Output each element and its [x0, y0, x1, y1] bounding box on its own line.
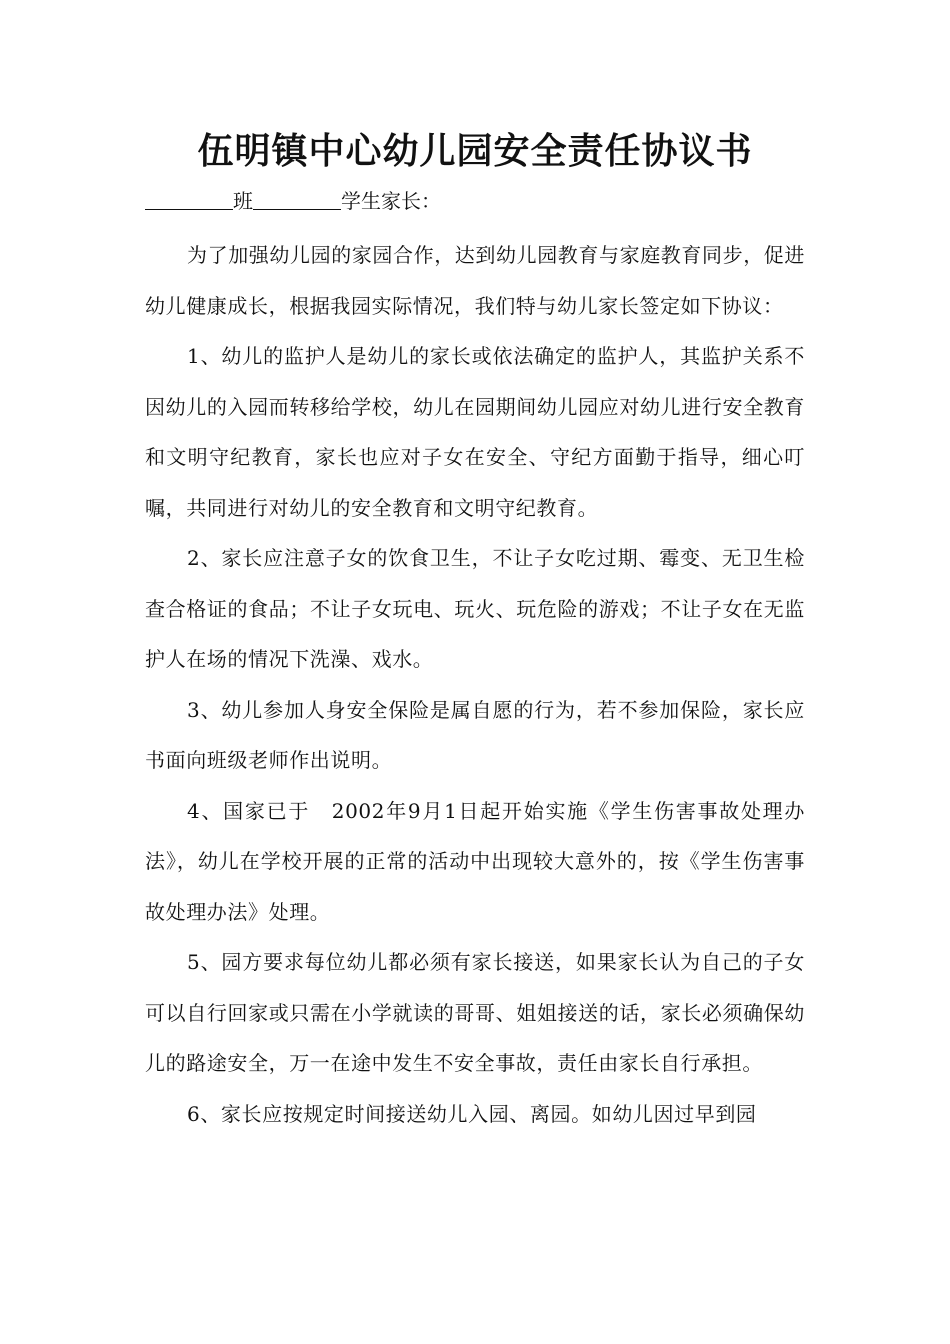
class-suffix: 班: [233, 189, 253, 213]
clause-3: 3、幼儿参加人身安全保险是属自愿的行为，若不参加保险，家长应书面向班级老师作出说明。: [145, 697, 805, 772]
intro-paragraph: 为了加强幼儿园的家园合作，达到幼儿园教育与家庭教育同步，促进幼儿健康成长，根据我园实际情况，我们特与幼儿家长签定如下协议：: [145, 243, 805, 318]
clause-1: 1、幼儿的监护人是幼儿的家长或依法确定的监护人，其监护关系不因幼儿的入园而转移给学校，幼儿在园期间幼儿园应对幼儿进行安全教育和文明守纪教育，家长也应对子女在安全、守纪方面勤于指导，细心叮嘱，共同进行对幼儿的安全教育和文明守纪教育。: [145, 344, 805, 520]
salutation-line: [145, 186, 441, 216]
parent-suffix: 学生家长：: [341, 189, 441, 213]
class-blank[interactable]: [145, 187, 233, 210]
clause-4: 4、国家已于 2002年9月1日起开始实施《学生伤害事故处理办法》，幼儿在学校开展的正常的活动中出现较大意外的，按《学生伤害事故处理办法》处理。: [145, 798, 805, 924]
clause-2: 2、家长应注意子女的饮食卫生，不让子女吃过期、霉变、无卫生检查合格证的食品；不让子女玩电、玩火、玩危险的游戏；不让子女在无监护人在场的情况下洗澡、戏水。: [145, 546, 805, 671]
clause-6: 6、家长应按规定时间接送幼儿入园、离园。如幼儿因过早到园: [187, 1101, 757, 1126]
student-name-blank[interactable]: [253, 187, 341, 210]
agreement-body: [145, 230, 805, 1139]
clause-5: 5、园方要求每位幼儿都必须有家长接送，如果家长认为自己的子女可以自行回家或只需在小学就读的哥哥、姐姐接送的话，家长必须确保幼儿的路途安全，万一在途中发生不安全事故，责任由家长自行承担。: [145, 950, 805, 1075]
document-title: 伍明镇中心幼儿园安全责任协议书: [197, 131, 753, 172]
